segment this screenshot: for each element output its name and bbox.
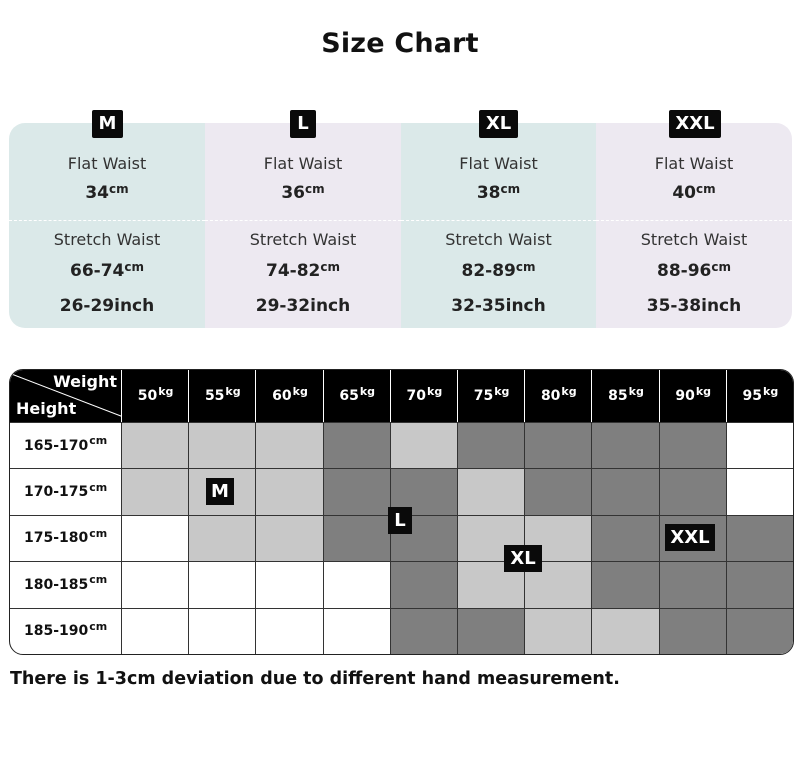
weight-header-75: 75 kg <box>457 370 525 422</box>
grid-cell <box>255 468 322 514</box>
stretch-waist-value: $66-74^{cm}$ <box>70 260 144 281</box>
size-badge-xxl: XXL <box>669 110 721 138</box>
grid-cell <box>188 422 255 468</box>
flat-waist-label: Flat Waist <box>263 154 343 173</box>
weight-header-85: 85 kg <box>591 370 659 422</box>
grid-cell <box>255 515 322 561</box>
grid-size-badge-xl: XL <box>504 545 542 572</box>
weight-header-70: 70 kg <box>390 370 458 422</box>
stretch-waist-label: Stretch Waist <box>249 230 357 249</box>
grid-cell <box>390 608 457 654</box>
grid-cell <box>121 561 188 607</box>
grid-cell <box>188 608 255 654</box>
divider <box>205 220 401 221</box>
height-row-label: 175-180 cm <box>10 515 121 561</box>
inch-value: 35-38inch <box>646 296 742 316</box>
page-title: Size Chart <box>321 28 479 59</box>
height-label: Height <box>16 399 77 418</box>
grid-cell <box>121 422 188 468</box>
stretch-waist-label: Stretch Waist <box>640 230 748 249</box>
divider <box>596 220 792 221</box>
grid-cell <box>121 608 188 654</box>
weight-header-65: 65 kg <box>323 370 391 422</box>
grid-cell <box>255 422 322 468</box>
grid-corner <box>10 370 121 422</box>
grid-cell <box>726 561 793 607</box>
inch-value: 32-35inch <box>451 296 546 316</box>
stretch-waist-value: $74-82^{cm}$ <box>266 260 340 281</box>
grid-size-badge-xxl: XXL <box>665 524 715 551</box>
height-row-label: 185-190 cm <box>10 608 121 654</box>
size-column-m <box>9 123 205 328</box>
size-badge-m: M <box>92 110 123 138</box>
height-row-label: 170-175 cm <box>10 468 121 514</box>
weight-height-grid <box>9 369 794 655</box>
grid-cell <box>323 515 390 561</box>
grid-cell <box>524 422 591 468</box>
grid-cell <box>591 515 658 561</box>
grid-cell <box>726 422 793 468</box>
stretch-waist-value: $88-96^{cm}$ <box>657 260 731 281</box>
grid-cell <box>457 468 524 514</box>
flat-waist-value: $38^{cm}$ <box>476 182 521 203</box>
weight-header-60: 60 kg <box>255 370 323 422</box>
flat-waist-value: $40^{cm}$ <box>672 182 716 203</box>
weight-header-50: 50 kg <box>121 370 189 422</box>
grid-cell <box>524 608 591 654</box>
stretch-waist-value: $82-89^{cm}$ <box>461 260 536 281</box>
grid-cell <box>390 422 457 468</box>
grid-cell <box>323 608 390 654</box>
size-badge-xl: XL <box>479 110 518 138</box>
weight-label: Weight <box>53 372 117 391</box>
height-row-label: 165-170 cm <box>10 422 121 468</box>
grid-cell <box>591 561 658 607</box>
flat-waist-value: $36^{cm}$ <box>281 182 325 203</box>
grid-size-badge-l: L <box>388 507 412 534</box>
grid-size-badge-m: M <box>206 478 234 505</box>
grid-cell <box>659 561 726 607</box>
grid-cell <box>255 561 322 607</box>
weight-header-80: 80 kg <box>524 370 592 422</box>
grid-cell <box>726 468 793 514</box>
inch-value: 26-29inch <box>59 296 155 316</box>
divider <box>9 220 205 221</box>
size-column-xl <box>401 123 596 328</box>
deviation-note: There is 1-3cm deviation due to different hand measurement. <box>10 669 620 689</box>
grid-cell <box>188 561 255 607</box>
size-info-panel <box>9 123 792 328</box>
grid-cell <box>591 468 658 514</box>
grid-cell <box>323 468 390 514</box>
grid-cell <box>188 515 255 561</box>
grid-cell <box>323 561 390 607</box>
grid-cell <box>726 515 793 561</box>
weight-header-90: 90 kg <box>659 370 727 422</box>
height-row-label: 180-185 cm <box>10 561 121 607</box>
grid-cell <box>591 422 658 468</box>
flat-waist-label: Flat Waist <box>459 154 538 173</box>
grid-cell <box>390 561 457 607</box>
grid-cell <box>524 468 591 514</box>
grid-cell <box>323 422 390 468</box>
inch-value: 29-32inch <box>255 296 351 316</box>
grid-cell <box>591 608 658 654</box>
size-column-xxl <box>596 123 792 328</box>
grid-cell <box>659 608 726 654</box>
size-column-l <box>205 123 401 328</box>
divider <box>401 220 596 221</box>
grid-cell <box>659 422 726 468</box>
grid-cell <box>457 422 524 468</box>
weight-header-95: 95 kg <box>726 370 794 422</box>
grid-cell <box>121 515 188 561</box>
stretch-waist-label: Stretch Waist <box>53 230 161 249</box>
weight-header-55: 55 kg <box>188 370 256 422</box>
flat-waist-label: Flat Waist <box>654 154 734 173</box>
flat-waist-label: Flat Waist <box>67 154 147 173</box>
stretch-waist-label: Stretch Waist <box>445 230 552 249</box>
flat-waist-value: $34^{cm}$ <box>85 182 129 203</box>
grid-cell <box>726 608 793 654</box>
grid-cell <box>659 468 726 514</box>
grid-cell <box>457 608 524 654</box>
grid-cell <box>255 608 322 654</box>
grid-cell <box>121 468 188 514</box>
size-badge-l: L <box>290 110 316 138</box>
